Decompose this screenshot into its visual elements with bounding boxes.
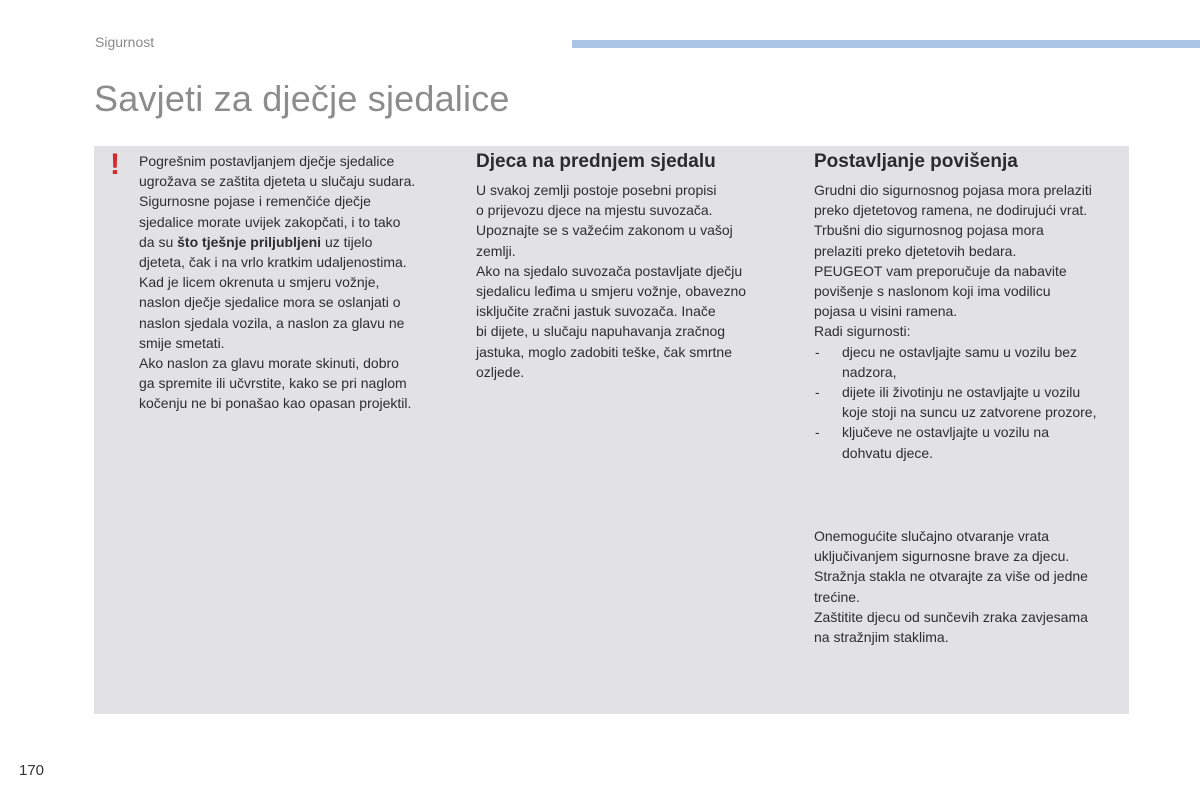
booster-heading: Postavljanje povišenja	[814, 151, 1018, 172]
warning-line: Sigurnosne pojase i remenčiće dječje	[139, 193, 371, 210]
note-line: Onemogućite slučajno otvaranje vrata	[814, 528, 1050, 544]
front-seat-line: zemlji.	[476, 242, 516, 259]
note-line: na stražnjim staklima.	[814, 629, 949, 646]
safety-list	[814, 342, 1129, 463]
safety-list-item	[814, 382, 1129, 422]
front-seat-line: ozljede.	[476, 363, 525, 380]
warning-line: sjedalice morate uvijek zakopčati, i to tako	[139, 213, 401, 230]
warning-line: Pogrešnim postavljanjem dječje sjedalice	[139, 153, 395, 169]
section-label: Sigurnost	[95, 34, 155, 50]
warning-line: naslon sjedala vozila, a naslon za glavu ne	[139, 314, 405, 331]
warning-line: smije smetati.	[139, 334, 225, 351]
booster-line: preko djetetovog ramena, ne dodirujući vrat.	[814, 202, 1088, 219]
safety-item-line: koje stoji na suncu uz zatvorene prozore,	[842, 404, 1097, 421]
header-accent-bar	[572, 40, 1200, 48]
booster-section	[814, 150, 1129, 463]
warning-line-pre: da su	[139, 233, 178, 250]
note-line: Zaštitite djecu od sunčevih zraka zavjesama	[814, 608, 1088, 625]
safety-list-item	[814, 422, 1129, 462]
front-seat-line: Upoznajte se s važećim zakonom u vašoj	[476, 222, 733, 239]
booster-line: Radi sigurnosti:	[814, 323, 911, 340]
front-seat-section	[476, 150, 791, 382]
warning-text	[139, 151, 469, 414]
safety-item-line: nadzora,	[842, 363, 897, 380]
booster-line: PEUGEOT vam preporučuje da nabavite	[814, 262, 1067, 279]
warning-icon: !	[110, 148, 120, 181]
page-title: Savjeti za dječje sjedalice	[94, 78, 510, 119]
front-seat-line: U svakoj zemlji postoje posebni propisi	[476, 182, 717, 198]
warning-line: Ako naslon za glavu morate skinuti, dobro	[139, 355, 399, 372]
front-seat-line: isključite zračni jastuk suvozača. Inače	[476, 303, 716, 320]
front-seat-line: Ako na sjedalo suvozača postavljate dječju	[476, 262, 743, 279]
front-seat-line: jastuka, moglo zadobiti teške, čak smrtne	[476, 343, 733, 360]
page-number: 170	[19, 762, 45, 779]
warning-emphasis: što tješnje priljubljeni	[177, 233, 322, 250]
warning-line: kočenju ne bi ponašao kao opasan projektil.	[139, 395, 412, 412]
warning-line	[139, 232, 469, 252]
booster-line: prelaziti preko djetetovih bedara.	[814, 242, 1017, 259]
warning-line: Kad je licem okrenuta u smjeru vožnje,	[139, 274, 380, 291]
front-seat-line: o prijevozu djece na mjestu suvozača.	[476, 202, 713, 219]
booster-line: pojasa u visini ramena.	[814, 303, 958, 320]
safety-item-line: dijete ili životinju ne ostavljajte u vozilu	[842, 384, 1081, 401]
front-seat-line: sjedalicu leđima u smjeru vožnje, obavezno	[476, 283, 747, 300]
door-lock-note	[814, 526, 1129, 647]
warning-line: djeteta, čak i na vrlo kratkim udaljenostima.	[139, 254, 407, 271]
safety-list-item	[814, 342, 1129, 382]
safety-item-line: ključeve ne ostavljajte u vozilu na	[842, 424, 1050, 441]
booster-line: povišenje s naslonom koji ima vodilicu	[814, 283, 1051, 300]
warning-line: naslon dječje sjedalice mora se oslanjati o	[139, 294, 401, 311]
safety-item-line: dohvatu djece.	[842, 444, 934, 461]
safety-item-line: djecu ne ostavljajte samu u vozilu bez	[842, 343, 1078, 360]
warning-line-post: uz tijelo	[321, 233, 373, 250]
front-seat-line: bi dijete, u slučaju napuhavanja zračnog	[476, 323, 726, 340]
booster-line: Trbušni dio sigurnosnog pojasa mora	[814, 222, 1044, 239]
booster-line: Grudni dio sigurnosnog pojasa mora prelaziti	[814, 182, 1092, 198]
warning-line: ga spremite ili učvrstite, kako se pri naglom	[139, 375, 407, 392]
front-seat-heading: Djeca na prednjem sjedalu	[476, 151, 716, 172]
warning-line: ugrožava se zaštita djeteta u slučaju sudara.	[139, 173, 416, 190]
note-line: trećine.	[814, 588, 860, 605]
note-line: Stražnja stakla ne otvarajte za više od jedne	[814, 568, 1088, 585]
note-line: uključivanjem sigurnosne brave za djecu.	[814, 548, 1070, 565]
